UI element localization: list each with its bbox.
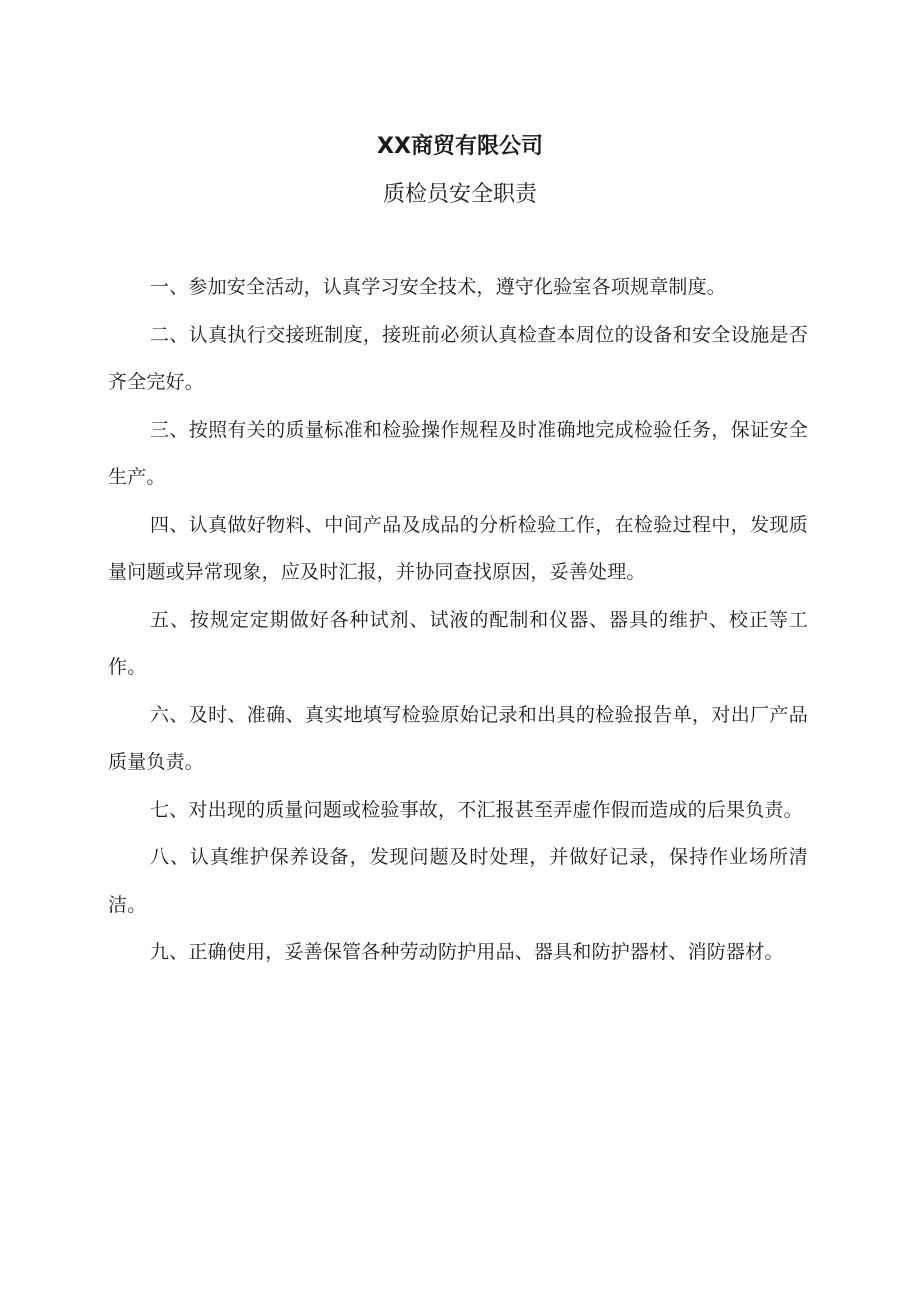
clause-7: 七、对出现的质量问题或检验事故，不汇报甚至弄虚作假而造成的后果负责。 (150, 798, 803, 821)
company-name: XX商贸有限公司 (377, 134, 543, 159)
document-title: 质检员安全职责 (382, 182, 537, 207)
clause-5: 五、按规定定期做好各种试剂、试液的配制和仪器、器具的维护、校正等工作。 (108, 608, 808, 678)
title-block (0, 128, 920, 214)
clause-list (108, 264, 808, 977)
clause-1: 一、参加安全活动，认真学习安全技术，遵守化验室各项规章制度。 (150, 276, 727, 298)
clause-3: 三、按照有关的质量标准和检验操作规程及时准确地完成检验任务，保证安全生产。 (108, 418, 808, 488)
clause-9: 九、正确使用，妥善保管各种劳动防护用品、器具和防护器材、消防器材。 (150, 941, 784, 963)
clause-8: 八、认真维护保养设备，发现问题及时处理，并做好记录，保持作业场所清洁。 (108, 846, 808, 916)
clause-4: 四、认真做好物料、中间产品及成品的分析检验工作，在检验过程中，发现质量问题或异常现象，应及时汇报，并协同查找原因，妥善处理。 (108, 513, 808, 583)
clause-6: 六、及时、准确、真实地填写检验原始记录和出具的检验报告单，对出厂产品质量负责。 (108, 703, 808, 773)
clause-2: 二、认真执行交接班制度，接班前必须认真检查本周位的设备和安全设施是否齐全完好。 (108, 323, 808, 393)
